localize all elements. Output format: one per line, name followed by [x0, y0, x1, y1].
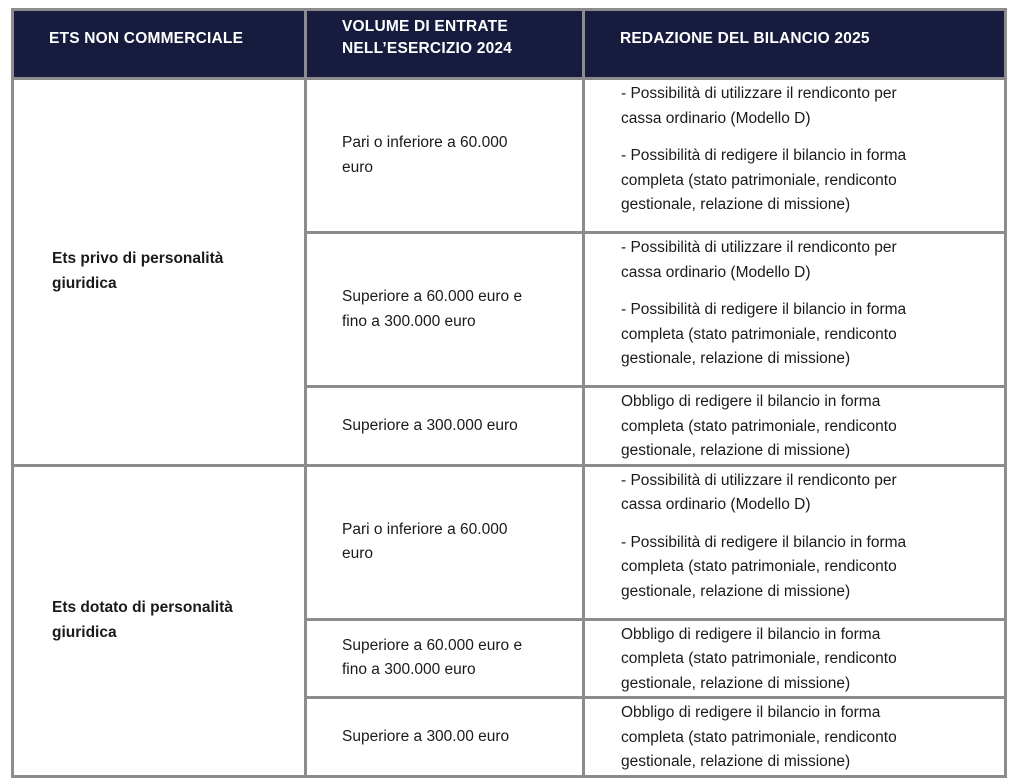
redazione-paragraph	[621, 82, 994, 131]
ets-type-line: Ets privo di personalità	[52, 250, 224, 268]
volume-cell	[306, 619, 584, 698]
redazione-line: gestionale, relazione di missione)	[621, 442, 851, 459]
redazione-line: gestionale, relazione di missione)	[621, 753, 851, 770]
redazione-cell	[584, 387, 1006, 466]
redazione-line: cassa ordinario (Modello D)	[621, 496, 811, 513]
redazione-line: - Possibilità di redigere il bilancio in forma	[621, 533, 907, 551]
redazione-line: - Possibilità di redigere il bilancio in forma	[621, 301, 907, 318]
redazione-paragraph	[621, 623, 994, 697]
header-redazione-label: REDAZIONE DEL BILANCIO 2025	[620, 30, 870, 47]
redazione-line: - Possibilità di utilizzare il rendiconto per	[621, 471, 897, 489]
ets-type-line: giuridica	[52, 623, 117, 641]
redazione-paragraph	[621, 390, 994, 464]
redazione-cell	[584, 698, 1006, 777]
header-volume-line2: NELL’ESERCIZIO 2024	[342, 40, 513, 57]
redazione-line: completa (stato patrimoniale, rendiconto	[621, 728, 897, 746]
volume-line: Superiore a 60.000 euro e	[342, 288, 523, 305]
volume-line: Pari o inferiore a 60.000	[342, 134, 508, 151]
redazione-line: completa (stato patrimoniale, rendiconto	[621, 650, 897, 667]
volume-line: Superiore a 300.00 euro	[342, 727, 510, 745]
redazione-line: - Possibilità di redigere il bilancio in forma	[621, 147, 907, 164]
redazione-paragraph	[621, 469, 994, 518]
redazione-line: Obbligo di redigere il bilancio in forma	[621, 625, 881, 643]
table-body	[13, 79, 1006, 777]
volume-line: fino a 300.000 euro	[342, 661, 476, 679]
table-row	[13, 79, 1006, 233]
redazione-line: cassa ordinario (Modello D)	[621, 109, 811, 127]
volume-cell	[306, 465, 584, 619]
redazione-line: Obbligo di redigere il bilancio in forma	[621, 393, 881, 410]
redazione-line: completa (stato patrimoniale, rendiconto	[621, 171, 897, 189]
redazione-line: - Possibilità di utilizzare il rendiconto per	[621, 239, 897, 256]
redazione-cell	[584, 233, 1006, 387]
volume-cell	[306, 387, 584, 466]
header-row	[13, 10, 1006, 79]
table-row	[13, 465, 1006, 619]
redazione-cell	[584, 79, 1006, 233]
volume-line: Superiore a 300.000 euro	[342, 416, 518, 434]
header-volume-line1: VOLUME DI ENTRATE	[342, 18, 508, 35]
volume-line: Pari o inferiore a 60.000	[342, 520, 508, 538]
header-redazione	[584, 10, 1006, 79]
ets-type-cell	[13, 465, 306, 776]
redazione-line: gestionale, relazione di missione)	[621, 350, 851, 367]
redazione-line: completa (stato patrimoniale, rendiconto	[621, 417, 897, 435]
table-header	[13, 10, 1006, 79]
redazione-line: completa (stato patrimoniale, rendiconto	[621, 325, 897, 343]
ets-type-line: Ets dotato di personalità	[52, 599, 233, 616]
volume-line: euro	[342, 545, 374, 562]
redazione-line: completa (stato patrimoniale, rendiconto	[621, 558, 897, 575]
volume-line: Superiore a 60.000 euro e	[342, 636, 523, 654]
redazione-line: gestionale, relazione di missione)	[621, 582, 851, 600]
redazione-paragraph	[621, 531, 994, 605]
volume-line: euro	[342, 158, 374, 176]
redazione-line: cassa ordinario (Modello D)	[621, 263, 811, 281]
redazione-paragraph	[621, 298, 994, 372]
header-ets-type	[13, 10, 306, 79]
redazione-paragraph	[621, 236, 994, 285]
ets-type-cell	[13, 79, 306, 466]
redazione-line: - Possibilità di utilizzare il rendiconto per	[621, 85, 897, 102]
redazione-line: gestionale, relazione di missione)	[621, 674, 851, 692]
ets-type-line: giuridica	[52, 274, 117, 292]
volume-cell	[306, 698, 584, 777]
redazione-paragraph	[621, 701, 994, 775]
volume-line: fino a 300.000 euro	[342, 312, 476, 330]
redazione-cell	[584, 619, 1006, 698]
redazione-paragraph	[621, 144, 994, 218]
volume-cell	[306, 233, 584, 387]
bilancio-table	[11, 8, 1007, 778]
volume-cell	[306, 79, 584, 233]
redazione-line: Obbligo di redigere il bilancio in forma	[621, 704, 881, 721]
redazione-cell	[584, 465, 1006, 619]
redazione-line: gestionale, relazione di missione)	[621, 196, 851, 213]
header-ets-type-label: ETS NON COMMERCIALE	[49, 30, 244, 47]
header-volume	[306, 10, 584, 79]
